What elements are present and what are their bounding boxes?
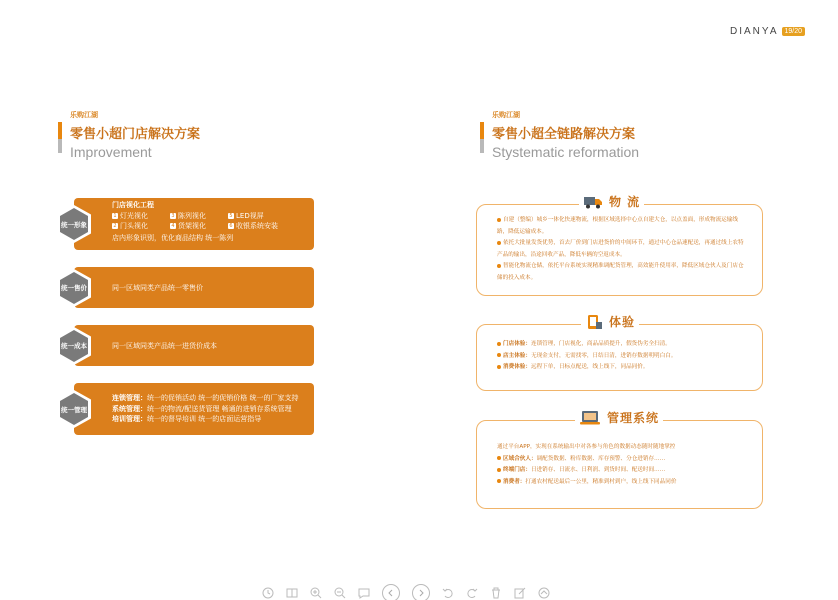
hex-label: 统一管理 <box>61 405 87 414</box>
panel-title: 物 流 <box>579 193 644 210</box>
block-text: 同一区域同类产品统一零售价 <box>112 284 203 292</box>
page-number-badge: 19/20 <box>782 27 806 36</box>
management-item: 消费者：打通农村配送最后一公里，精准到村到户，线上线下同品同价 <box>497 477 748 489</box>
block-footer: 店内形象识别，优化商品结构 统一陈列 <box>112 234 234 242</box>
experience-item: 消费体验：远程下单，日标点配送，线上线下，同品同价。 <box>497 362 748 374</box>
right-section-header <box>492 110 639 160</box>
block-heading: 门店视化工程 <box>112 201 154 209</box>
undo-icon[interactable] <box>442 587 454 599</box>
right-subtitle-en: Stystematic reformation <box>492 144 640 160</box>
mobile-icon <box>585 314 603 330</box>
zoom-out-icon[interactable] <box>334 587 346 599</box>
checklist-item: 5 LED视屏 <box>229 212 264 220</box>
up-icon[interactable] <box>538 587 550 599</box>
block-unified-image <box>61 198 314 250</box>
left-kicker: 乐购江湖 <box>70 111 98 119</box>
management-line: 连锁管理：统一的促销活动 统一的促销价格 统一的厂家支持 <box>112 394 299 402</box>
edit-icon[interactable] <box>514 587 526 599</box>
hex-badge <box>56 268 92 308</box>
left-section-header <box>70 110 200 160</box>
management-item: 区域合伙人：调配货数据、粉库数据、库存预警、分仓进销存…… <box>497 454 748 466</box>
checklist-item: 2 门头视化 <box>113 222 148 230</box>
brand-logo <box>730 26 805 37</box>
accent-bar-grey <box>480 139 484 153</box>
panel-management-system <box>476 411 763 509</box>
checklist-item: 3 陈列视化 <box>171 212 206 220</box>
management-item: 终端门店：日进销存、日流水、日利润、到货时间、配送时间…… <box>497 465 748 477</box>
right-title: 零售小超全链路解决方案 <box>492 127 636 142</box>
layout-icon[interactable] <box>286 587 298 599</box>
checklist-item: 6 收银系统安装 <box>229 222 278 230</box>
delete-icon[interactable] <box>490 587 502 599</box>
hex-label: 统一形象 <box>61 220 87 229</box>
hex-badge <box>56 204 92 244</box>
management-line: 培训管理：统一的督导培训 统一的店面运营指导 <box>112 415 262 423</box>
viewer-toolbar <box>262 584 550 600</box>
clock-icon[interactable] <box>262 587 274 599</box>
brand-name: DIANYA <box>730 26 779 37</box>
block-unified-price <box>61 267 314 308</box>
checklist-item: 4 货架视化 <box>171 222 206 230</box>
truck-icon <box>583 195 603 209</box>
management-line: 系统管理：统一的物流/配送货管理 畅通的进销存系统管理 <box>112 404 292 413</box>
accent-bar <box>480 122 484 139</box>
logistics-item: 智能化物流仓储，依托平台系统实现精准调配货管理，高效能升使用率，降低区域仓伙人及门店仓储的投入成本。 <box>497 263 744 281</box>
logistics-item: 依托大批量发货优势，首去厂价到门店进货价的中间环节，通过中心仓品速配送，再通过线上农特产品的输出，沿途回收产品，降低车辆的空返成本。 <box>497 240 744 258</box>
left-subtitle-en: Improvement <box>70 144 152 160</box>
redo-icon[interactable] <box>466 587 478 599</box>
panel-title: 体验 <box>581 313 639 330</box>
logistics-item: 自建（整编）城乡一体化快速物流，根据区域选择中心点自建大仓，以点盖面，形成物流运输线路，降低运输成本。 <box>497 217 738 235</box>
hex-badge <box>56 326 92 366</box>
hex-badge <box>56 389 92 429</box>
laptop-icon <box>579 410 601 426</box>
hex-label: 统一售价 <box>61 284 87 292</box>
panel-title: 管理系统 <box>575 409 663 426</box>
block-text: 同一区域同类产品统一进货价成本 <box>112 342 217 350</box>
block-unified-management <box>61 383 314 435</box>
accent-bar <box>58 122 62 139</box>
block-unified-cost <box>61 325 314 366</box>
experience-item: 门店体验：连锁管理，门店视化，商品品质提升，假货伪劣全扫清。 <box>497 339 748 351</box>
left-title: 零售小超门店解决方案 <box>70 127 201 142</box>
hex-label: 统一成本 <box>61 342 87 350</box>
management-intro: 通过平台APP，实现在系统输出中对各参与角色的数据动态随时随地掌控 <box>497 444 676 450</box>
experience-item: 店主体验：无现金支付，无需找零，日结日清，进销存数据明明白白。 <box>497 351 748 363</box>
comment-icon[interactable] <box>358 587 370 599</box>
prev-icon[interactable] <box>382 584 400 600</box>
zoom-in-icon[interactable] <box>310 587 322 599</box>
accent-bar-grey <box>58 139 62 153</box>
checklist-item: 1 灯光视化 <box>113 212 148 220</box>
panel-logistics <box>476 195 763 296</box>
next-icon[interactable] <box>412 584 430 600</box>
panel-experience <box>476 315 763 391</box>
right-kicker: 乐购江湖 <box>492 111 520 119</box>
